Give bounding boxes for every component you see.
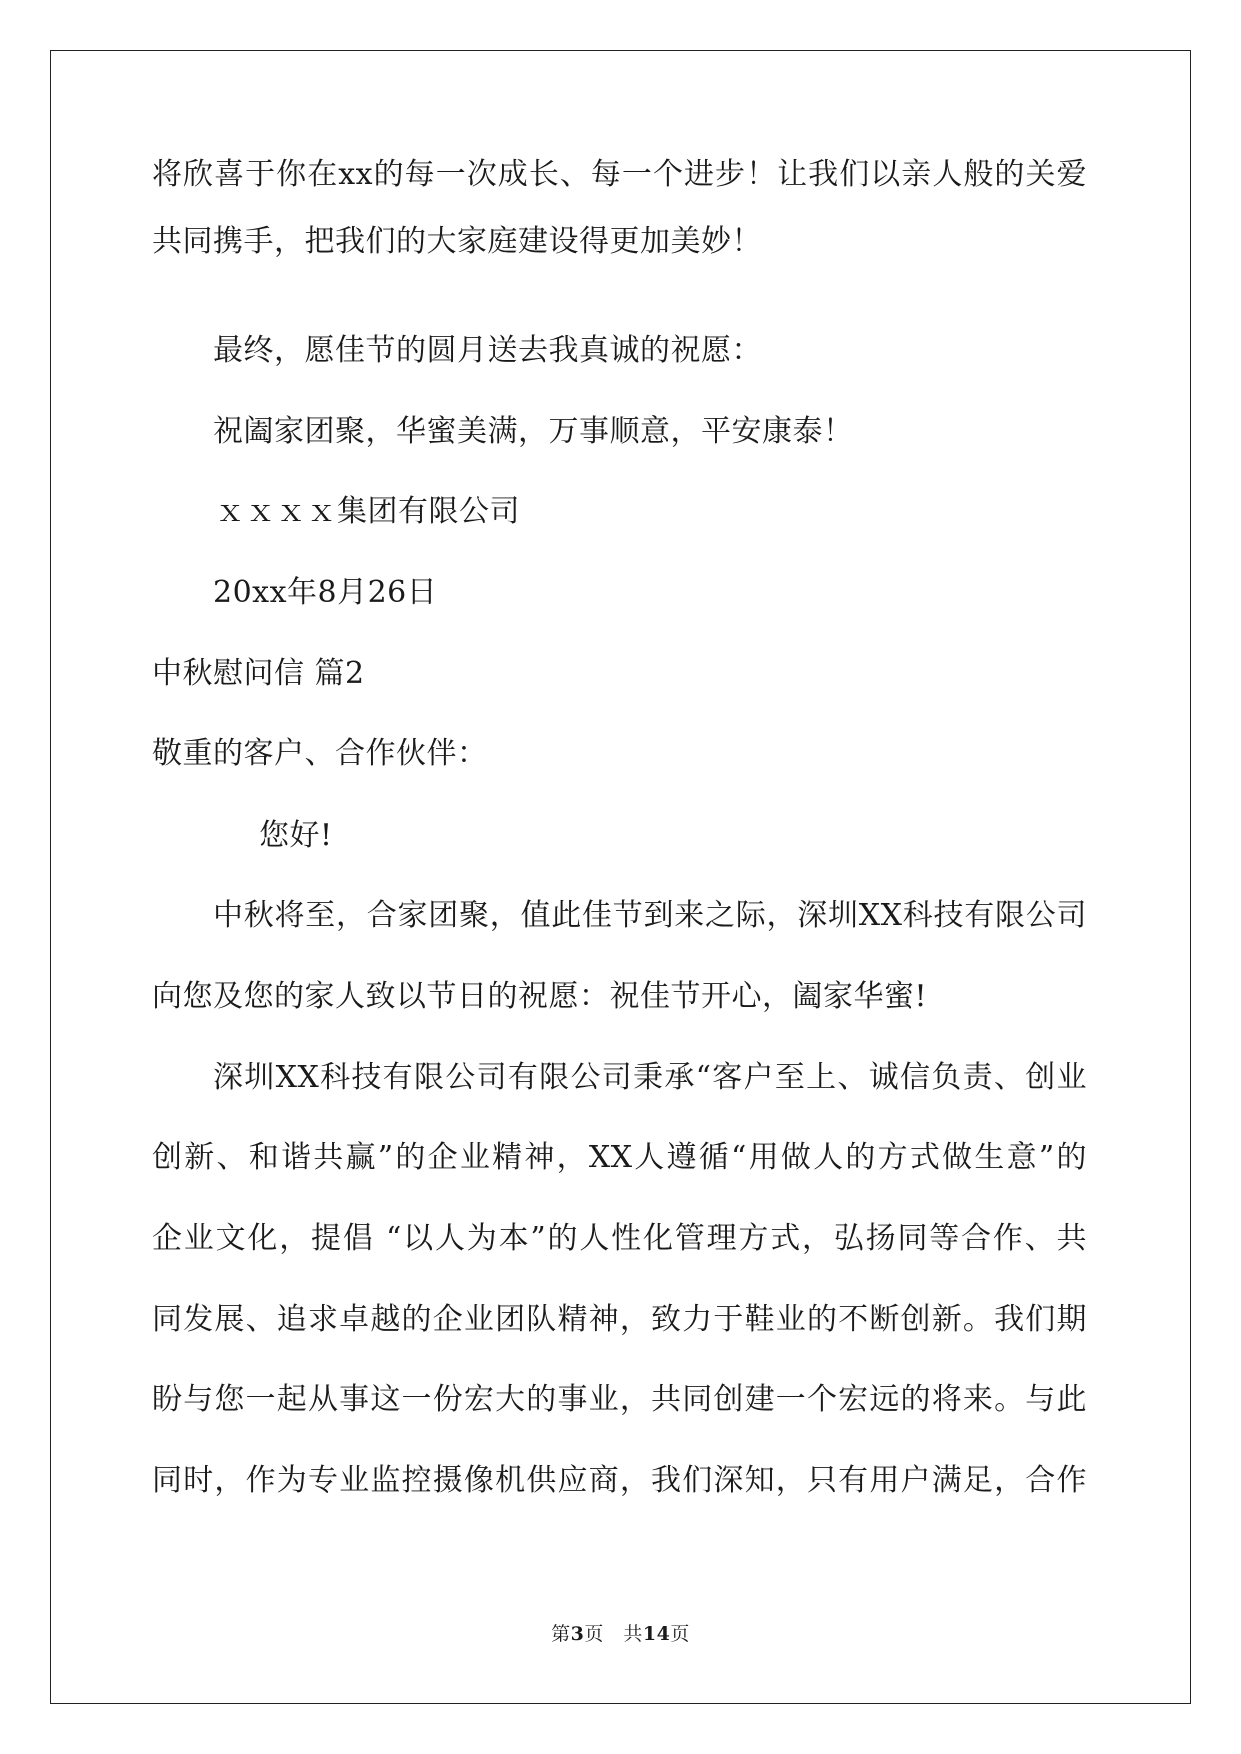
text-line-16: 盼与您一起从事这一份宏大的事业，共同创建一个宏远的将来。与此 [152,1382,1087,1417]
text-line-13: 创新、和谐共赢”的企业精神，XX人遵循“用做人的方式做生意”的 [152,1140,1087,1175]
text-line-15: 同发展、追求卓越的企业团队精神，致力于鞋业的不断创新。我们期 [152,1302,1087,1337]
footer-prefix: 第 [551,1623,571,1645]
text-line-17: 同时，作为专业监控摄像机供应商，我们深知，只有用户满足，合作 [152,1463,1087,1498]
page-border [50,50,1191,1704]
text-line-3: 最终，愿佳节的圆月送去我真诚的祝愿： [213,333,762,368]
text-line-2: 共同携手，把我们的大家庭建设得更加美妙！ [152,224,762,259]
footer-current-page: 3 [570,1623,585,1645]
footer-suffix: 页 [670,1623,690,1645]
page-number-footer [0,1622,1241,1646]
section-heading: 中秋慰问信 篇2 [152,656,365,691]
signature-company: ｘｘｘｘ集团有限公司 [215,494,520,529]
text-line-4: 祝阖家团聚，华蜜美满，万事顺意，平安康泰！ [213,414,854,449]
text-line-14: 企业文化，提倡 “以人为本”的人性化管理方式，弘扬同等合作、共 [152,1221,1087,1256]
footer-mid: 页 共 [584,1623,643,1645]
text-line-10: 中秋将至，合家团聚，值此佳节到来之际，深圳XX科技有限公司 [213,898,1087,933]
greeting: 您好! [259,818,333,853]
text-line-1: 将欣喜于你在xx的每一次成长、每一个进步！让我们以亲人般的关爱 [152,157,1087,192]
signature-date: 20xx年8月26日 [213,575,438,610]
footer-total-pages: 14 [642,1623,671,1645]
text-line-12: 深圳XX科技有限公司有限公司秉承“客户至上、诚信负责、创业 [213,1060,1087,1095]
salutation: 敬重的客户、合作伙伴： [152,736,488,771]
text-line-11: 向您及您的家人致以节日的祝愿：祝佳节开心，阖家华蜜! [152,979,928,1014]
